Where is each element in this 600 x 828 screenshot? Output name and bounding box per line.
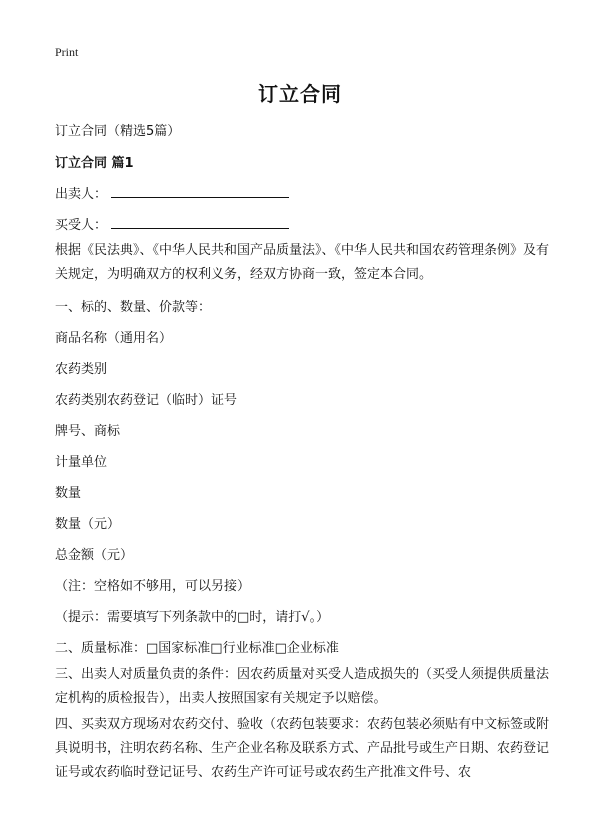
clause-3: 三、出卖人对质量负责的条件：因农药质量对买受人造成损失的（买受人须提供质量法定机构的质检报告），出卖人按照国家有关规定予以赔偿。: [55, 667, 550, 706]
seller-blank: [111, 185, 289, 198]
clause-4: 四、买卖双方现场对农药交付、验收（农药包装要求：农药包装必须贴有中文标签或附具说明书，注明农药名称、生产企业名称及联系方式、产品批号或生产日期、农药登记证号或农药临时登记证号、农药生产许可证号或农药生产批准文件号、农: [55, 717, 550, 780]
document-title: 订立合同: [258, 82, 342, 106]
field-unit: 计量单位: [55, 455, 108, 470]
field-quantity: 数量: [55, 486, 82, 501]
print-link[interactable]: Print: [55, 45, 79, 59]
field-quantity-yuan: 数量（元）: [55, 517, 121, 532]
note-space: （注：空格如不够用，可以另接）: [55, 579, 251, 594]
field-registration: 农药类别农药登记（临时）证号: [55, 393, 238, 408]
buyer-line: [55, 214, 289, 233]
seller-label: 出卖人：: [55, 187, 108, 202]
note-checkbox: （提示：需要填写下列条款中的□时，请打√。）: [55, 610, 330, 625]
seller-line: [55, 183, 289, 202]
section-heading: 订立合同 篇1: [55, 156, 134, 171]
field-total: 总金额（元）: [55, 548, 134, 563]
clause-1: 一、标的、数量、价款等：: [55, 300, 212, 315]
field-product-name: 商品名称（通用名）: [55, 331, 173, 346]
field-brand: 牌号、商标: [55, 424, 121, 439]
document-subtitle: 订立合同（精选5篇）: [55, 124, 181, 139]
field-category: 农药类别: [55, 362, 108, 377]
intro-paragraph: 根据《民法典》、《中华人民共和国产品质量法》、《中华人民共和国农药管理条例》及有关规定，为明确双方的权利义务，经双方协商一致，签定本合同。: [55, 243, 550, 282]
buyer-blank: [111, 216, 289, 229]
buyer-label: 买受人：: [55, 218, 108, 233]
clause-2: 二、质量标准：□国家标准□行业标准□企业标准: [55, 641, 339, 656]
